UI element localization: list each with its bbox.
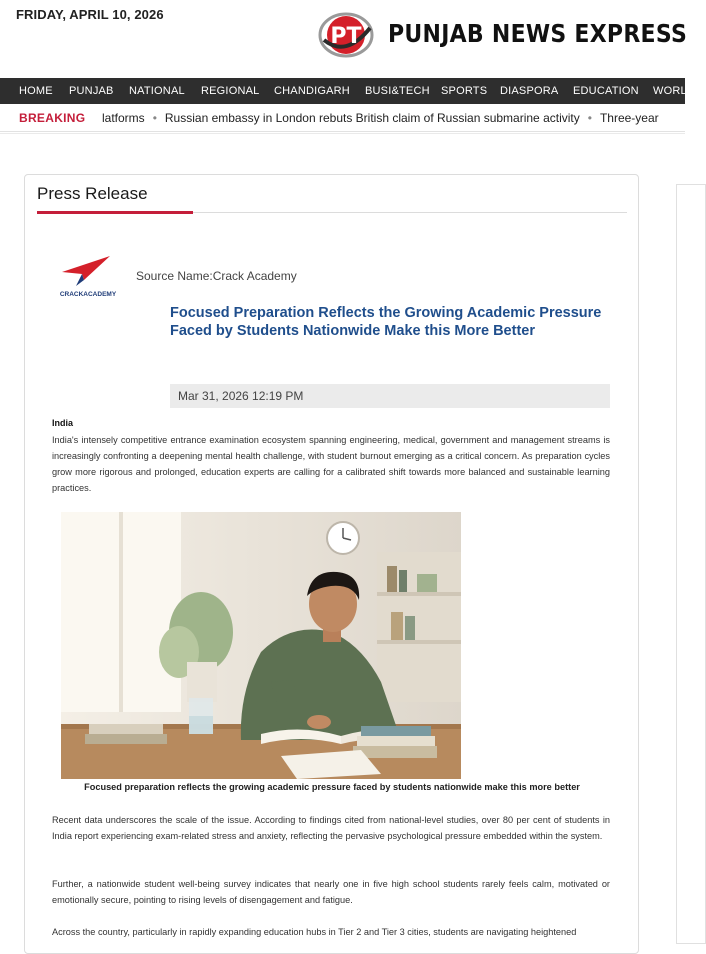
site-logo[interactable] [316,10,688,60]
section-title: Press Release [37,184,148,203]
nav-item-home[interactable]: HOME [19,85,53,97]
nav-item-punjab[interactable]: PUNJAB [69,85,114,97]
nav-item-diaspora[interactable]: DIASPORA [500,85,559,97]
ticker-item[interactable]: Three-year [599,111,659,125]
nav-item-education[interactable]: EDUCATION [573,85,639,97]
breaking-label: BREAKING [19,111,86,125]
article-paragraph: Recent data underscores the scale of the issue. According to findings cited from national-level studies, over 80 per cent of students in India report experiencing exam-related stress and anxiety, reflecting the pervasive psychological pressure embedded within the system. [52,815,610,841]
article-dateline: India [52,418,74,428]
page-spacer [0,133,685,163]
article-paragraph: India's intensely competitive entrance examination ecosystem spanning engineering, medical, government and management streams is increasingly confronting a deepening mental health challenge, with student burnout emerging as a critical concern. As preparation cycles grow more rigorous and prolonged, education experts are calling for a calibrated shift towards more balanced and sustainable learning practices. [52,435,610,493]
section-title-underline [37,211,193,214]
ticker-separator: • [152,111,157,125]
breaking-news-bar [0,104,685,132]
source-logo-icon [54,248,122,304]
breaking-ticker [102,111,659,125]
nav-item-busitech[interactable]: BUSI&TECH [365,85,430,97]
section-divider [193,212,627,213]
publish-date: Mar 31, 2026 12:19 PM [170,384,610,408]
article-paragraph: Further, a nationwide student well-being survey indicates that nearly one in five high school students rarely feels calm, motivated or emotionally secure, pointing to rising levels of disengagement and fatigue. [52,879,610,905]
nav-item-national[interactable]: NATIONAL [129,85,185,97]
ticker-separator: • [587,111,592,125]
current-date: FRIDAY, APRIL 10, 2026 [16,7,164,22]
ticker-item[interactable]: latforms [102,111,145,125]
main-nav [0,78,695,104]
ticker-item[interactable]: Russian embassy in London rebuts British claim of Russian submarine activity [164,111,580,125]
source-name: Source Name:Crack Academy [136,269,297,283]
article-paragraph: Across the country, particularly in rapidly expanding education hubs in Tier 2 and Tier 3 cities, students are navigating heightened [52,927,577,937]
nav-item-chandigarh[interactable]: CHANDIGARH [274,85,350,97]
article-headline: Focused Preparation Reflects the Growing Academic Pressure Faced by Students Nationwide Make this More Better [170,305,602,339]
brand-logo-icon [318,10,378,58]
nav-item-sports[interactable]: SPORTS [441,85,488,97]
brand-name: PUNJAB NEWS EXPRESS [388,19,688,48]
source-logo-text: CRACKACADEMY [59,291,117,298]
svg-text:PT: PT [330,24,362,49]
article-image [61,512,461,779]
image-caption: Focused preparation reflects the growing academic pressure faced by students nationwide make this more better [84,782,580,792]
nav-item-world[interactable]: WORLD [653,85,695,97]
nav-item-regional[interactable]: REGIONAL [201,85,260,97]
sidebar-panel [676,184,706,944]
student-studying-illustration [61,512,461,779]
